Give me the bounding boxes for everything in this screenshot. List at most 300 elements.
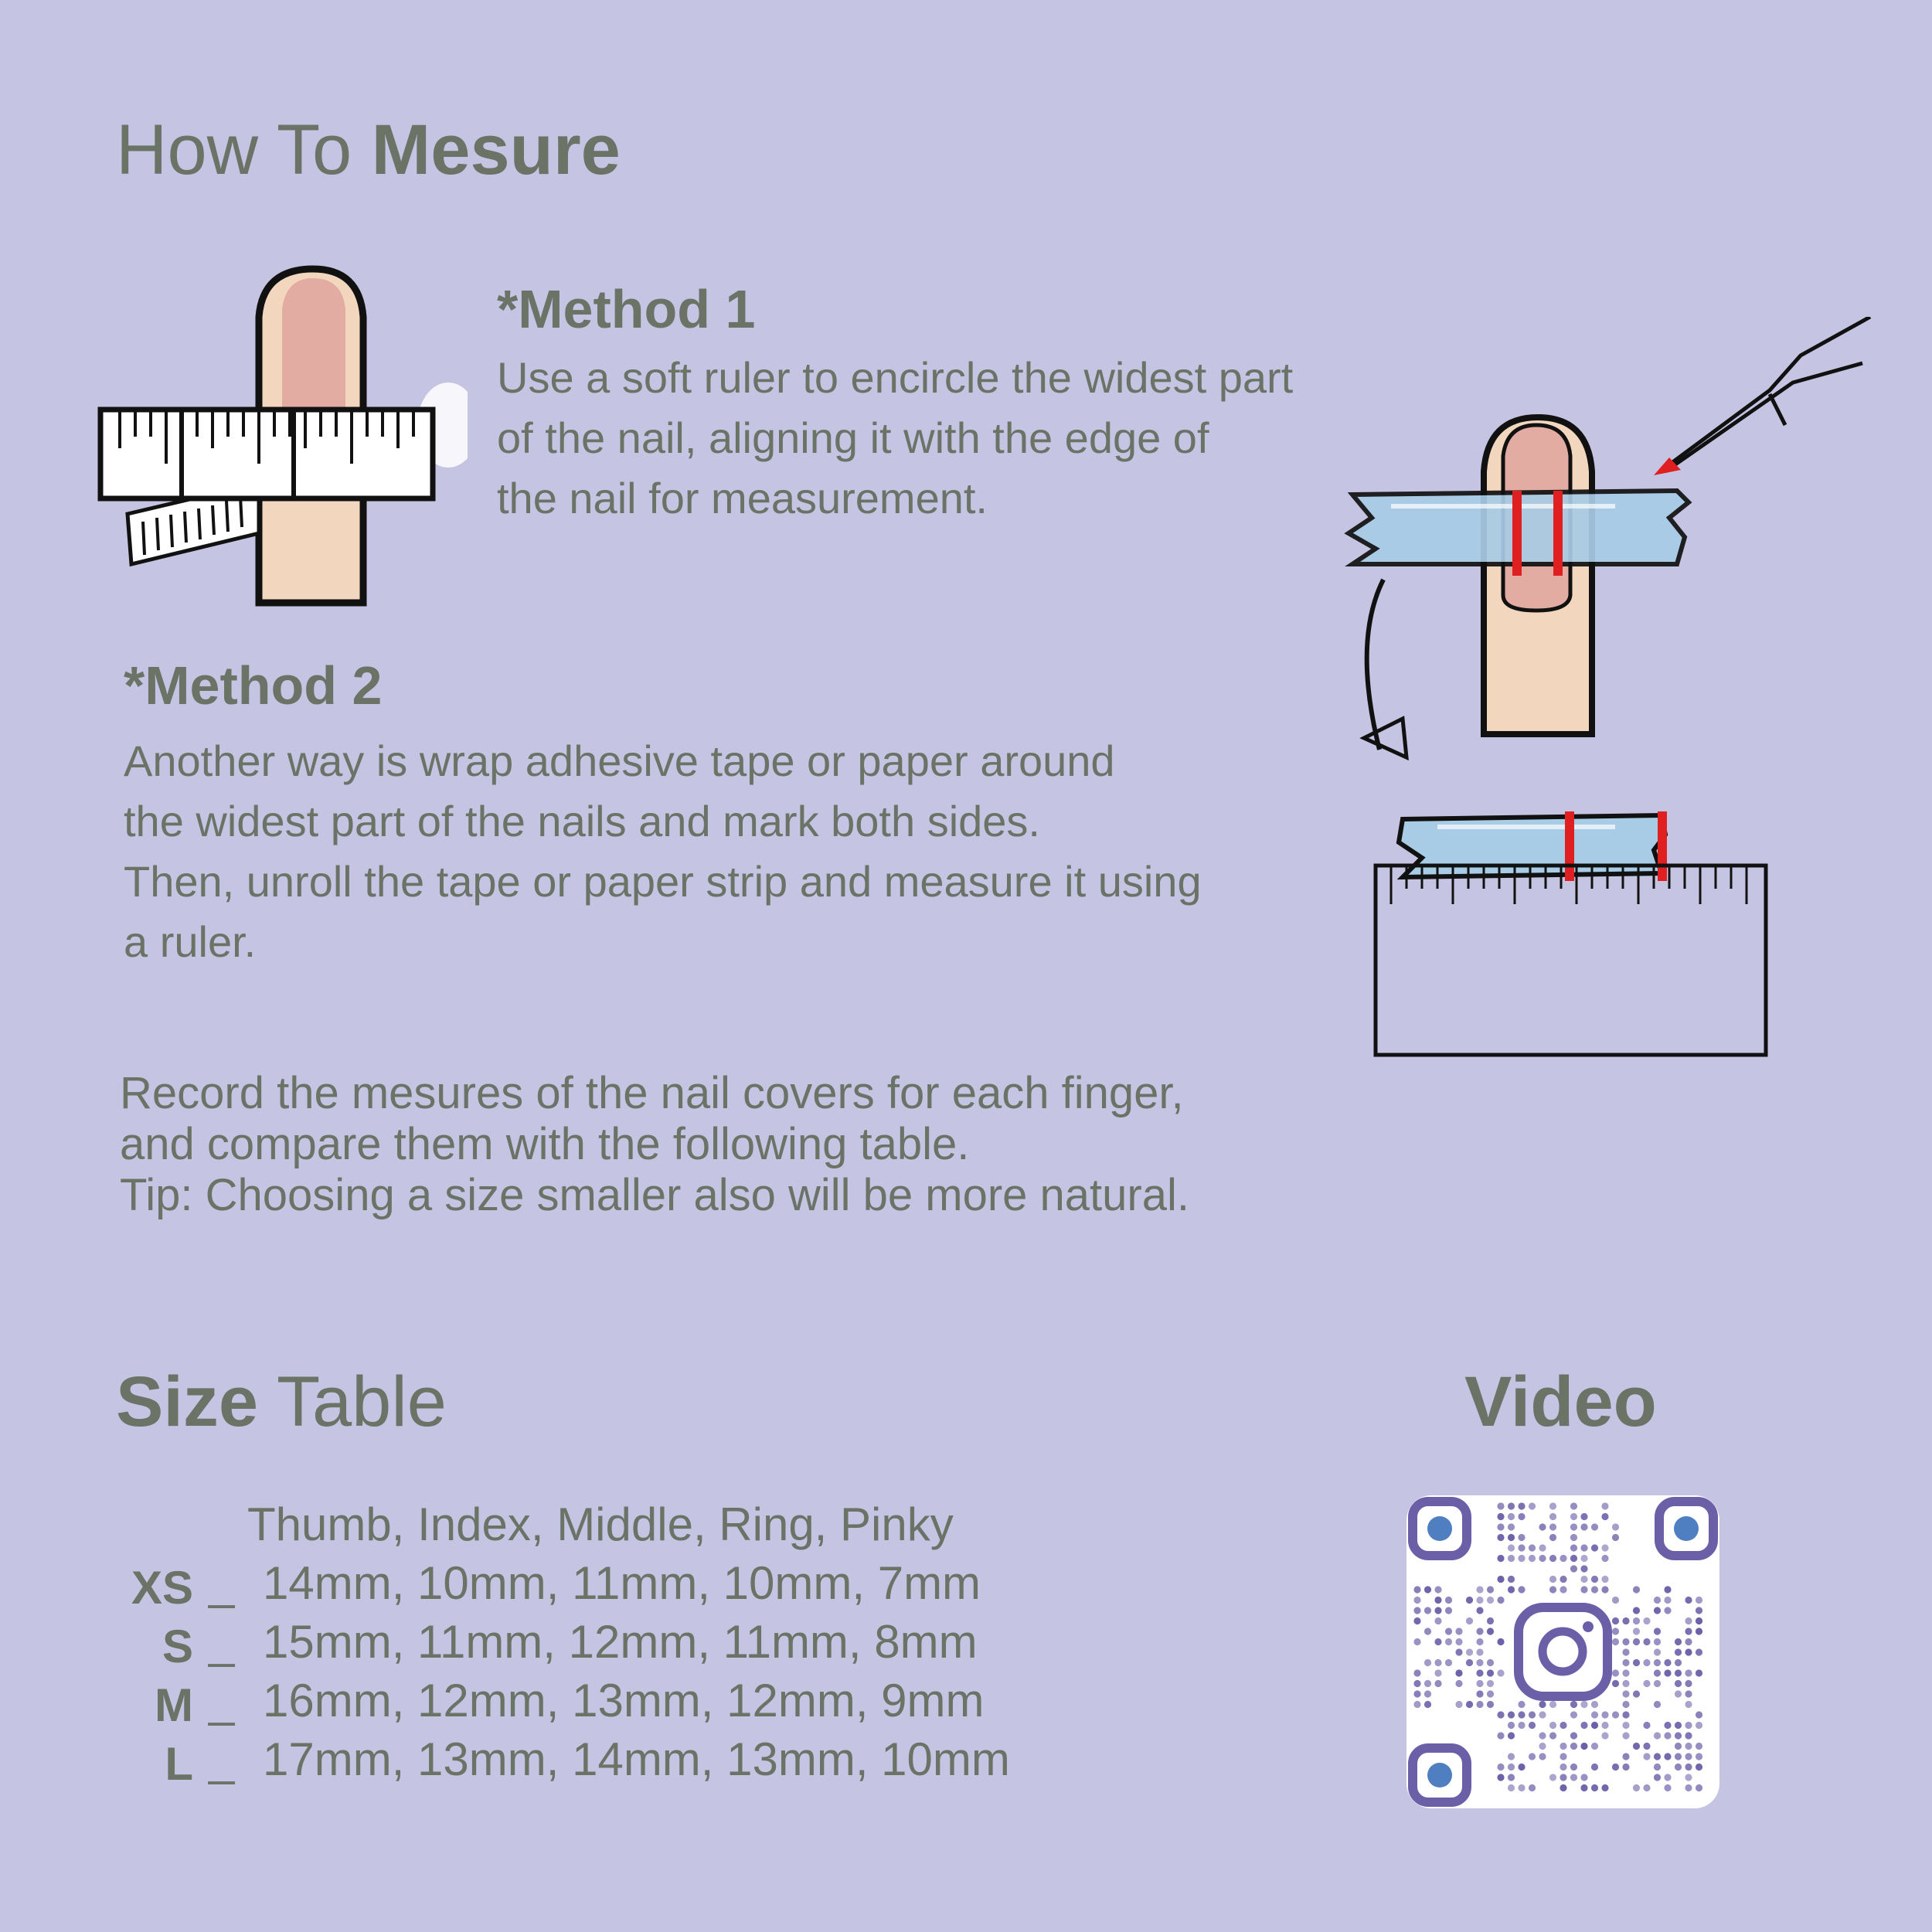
qr-dot xyxy=(1654,1764,1661,1770)
qr-dot xyxy=(1601,1544,1608,1551)
qr-dot xyxy=(1434,1586,1441,1593)
qr-dot xyxy=(1580,1774,1587,1781)
qr-dot xyxy=(1633,1690,1640,1697)
qr-dot xyxy=(1591,1544,1598,1551)
qr-dot xyxy=(1580,1784,1587,1791)
qr-dot xyxy=(1643,1743,1650,1750)
qr-dot xyxy=(1445,1659,1452,1666)
qr-dot xyxy=(1696,1617,1702,1624)
qr-dot xyxy=(1685,1669,1692,1676)
qr-dot xyxy=(1539,1701,1546,1708)
qr-dot xyxy=(1497,1732,1504,1739)
qr-dot xyxy=(1549,1586,1556,1593)
qr-dot xyxy=(1685,1638,1692,1645)
qr-dot xyxy=(1570,1523,1577,1530)
qr-dot xyxy=(1696,1597,1702,1604)
qr-dot xyxy=(1654,1732,1661,1739)
size-label: M xyxy=(155,1679,193,1731)
qr-dot xyxy=(1664,1732,1671,1739)
qr-dot xyxy=(1696,1607,1702,1614)
qr-dot xyxy=(1622,1764,1629,1770)
qr-dot xyxy=(1675,1732,1682,1739)
qr-dot xyxy=(1508,1711,1515,1718)
qr-dot xyxy=(1601,1513,1608,1520)
qr-dot xyxy=(1675,1764,1682,1770)
qr-dot xyxy=(1424,1586,1431,1593)
qr-dot xyxy=(1622,1732,1629,1739)
qr-dot xyxy=(1539,1732,1546,1739)
method1-line: of the nail, aligning it with the edge of xyxy=(497,413,1209,462)
qr-dot xyxy=(1539,1544,1546,1551)
qr-dot xyxy=(1601,1576,1608,1583)
qr-dot xyxy=(1434,1607,1441,1614)
qr-dot xyxy=(1580,1701,1587,1708)
qr-dot xyxy=(1675,1669,1682,1676)
qr-dot xyxy=(1622,1690,1629,1697)
qr-dot xyxy=(1497,1597,1504,1604)
qr-dot xyxy=(1476,1659,1483,1666)
qr-dot xyxy=(1591,1722,1598,1729)
qr-dot xyxy=(1508,1544,1515,1551)
qr-dot xyxy=(1570,1701,1577,1708)
qr-dot xyxy=(1601,1784,1608,1791)
qr-dot xyxy=(1539,1523,1546,1530)
qr-dot xyxy=(1424,1690,1431,1697)
qr-dot xyxy=(1643,1617,1650,1624)
qr-dot xyxy=(1633,1607,1640,1614)
qr-dot xyxy=(1612,1597,1619,1604)
qr-dot xyxy=(1654,1774,1661,1781)
qr-dot xyxy=(1434,1638,1441,1645)
qr-dot xyxy=(1622,1701,1629,1708)
method1-line: Use a soft ruler to encircle the widest part xyxy=(497,353,1294,402)
qr-dot xyxy=(1497,1576,1504,1583)
qr-dot xyxy=(1675,1753,1682,1760)
qr-dot xyxy=(1424,1701,1431,1708)
qr-dot xyxy=(1570,1555,1577,1562)
qr-dot xyxy=(1570,1711,1577,1718)
qr-dot xyxy=(1675,1648,1682,1655)
qr-dot xyxy=(1664,1597,1671,1604)
qr-dot xyxy=(1696,1669,1702,1676)
qr-dot xyxy=(1622,1722,1629,1729)
qr-dot xyxy=(1497,1638,1504,1645)
qr-dot xyxy=(1580,1523,1587,1530)
page-title: How To Mesure xyxy=(116,111,621,189)
qr-dot xyxy=(1622,1680,1629,1687)
video-title: Video xyxy=(1464,1362,1657,1441)
qr-dot xyxy=(1622,1648,1629,1655)
qr-dot xyxy=(1455,1648,1462,1655)
qr-dot xyxy=(1508,1722,1515,1729)
qr-dot xyxy=(1487,1628,1494,1634)
qr-dot xyxy=(1601,1722,1608,1729)
qr-dot xyxy=(1434,1617,1441,1624)
qr-dot xyxy=(1570,1774,1577,1781)
qr-dot xyxy=(1685,1764,1692,1770)
size-label: L xyxy=(165,1738,193,1790)
qr-dot xyxy=(1413,1669,1420,1676)
qr-dot xyxy=(1664,1659,1671,1666)
qr-dot xyxy=(1643,1784,1650,1791)
qr-pattern xyxy=(1406,1495,1719,1808)
method2-line: Another way is wrap adhesive tape or paper around xyxy=(124,736,1115,785)
qr-dot xyxy=(1508,1753,1515,1760)
qr-dot xyxy=(1612,1534,1619,1541)
qr-dot xyxy=(1675,1680,1682,1687)
qr-dot xyxy=(1497,1669,1504,1676)
qr-dot xyxy=(1612,1638,1619,1645)
qr-dot xyxy=(1497,1774,1504,1781)
qr-dot xyxy=(1580,1544,1587,1551)
qr-dot xyxy=(1643,1638,1650,1645)
qr-dot xyxy=(1685,1701,1692,1708)
qr-dot xyxy=(1664,1586,1671,1593)
qr-dot xyxy=(1685,1617,1692,1624)
size-label: XS xyxy=(131,1562,193,1614)
qr-dot xyxy=(1696,1722,1702,1729)
qr-dot xyxy=(1413,1701,1420,1708)
qr-dot xyxy=(1696,1784,1702,1791)
qr-dot xyxy=(1487,1617,1494,1624)
qr-dot xyxy=(1508,1774,1515,1781)
qr-dot xyxy=(1696,1764,1702,1770)
qr-dot xyxy=(1497,1502,1504,1509)
qr-dot xyxy=(1487,1680,1494,1687)
qr-dot xyxy=(1455,1669,1462,1676)
size-values: 14mm, 10mm, 11mm, 10mm, 7mm xyxy=(263,1557,981,1609)
qr-dot xyxy=(1445,1597,1452,1604)
qr-dot xyxy=(1685,1732,1692,1739)
qr-dot xyxy=(1476,1628,1483,1634)
qr-dot xyxy=(1675,1659,1682,1666)
qr-dot xyxy=(1570,1502,1577,1509)
qr-dot xyxy=(1487,1597,1494,1604)
qr-dot xyxy=(1518,1701,1525,1708)
qr-dot xyxy=(1696,1648,1702,1655)
size-table: Thumb, Index, Middle, Ring, Pinky XS _ 14mm, 10mm, 11mm, 10mm, 7mm S _ 15mm, 11mm, 12mm, 11mm, 8mm M _ 16mm, 12mm, 13mm, 12mm, 9mm L _ 17mm, 13mm, 14mm, 13mm, 10mm xyxy=(124,1495,1090,1804)
qr-dot xyxy=(1580,1565,1587,1572)
qr-dot xyxy=(1664,1774,1671,1781)
qr-dot xyxy=(1654,1638,1661,1645)
qr-dot xyxy=(1560,1764,1566,1770)
qr-dot xyxy=(1549,1732,1556,1739)
qr-dot xyxy=(1508,1576,1515,1583)
qr-dot xyxy=(1685,1743,1692,1750)
qr-dot xyxy=(1643,1680,1650,1687)
qr-dot xyxy=(1487,1586,1494,1593)
qr-dot xyxy=(1622,1669,1629,1676)
qr-dot xyxy=(1560,1555,1566,1562)
qr-dot xyxy=(1434,1659,1441,1666)
qr-dot xyxy=(1529,1784,1536,1791)
size-values: 16mm, 12mm, 13mm, 12mm, 9mm xyxy=(263,1675,985,1726)
qr-dot xyxy=(1654,1628,1661,1634)
qr-dot xyxy=(1612,1617,1619,1624)
qr-dot xyxy=(1622,1711,1629,1718)
qr-dot xyxy=(1654,1753,1661,1760)
pen-icon xyxy=(1654,317,1870,475)
qr-dot xyxy=(1633,1659,1640,1666)
qr-dot xyxy=(1529,1711,1536,1718)
qr-dot xyxy=(1570,1544,1577,1551)
qr-dot xyxy=(1560,1784,1566,1791)
qr-dot xyxy=(1434,1597,1441,1604)
qr-dot xyxy=(1497,1764,1504,1770)
qr-dot xyxy=(1560,1743,1566,1750)
qr-dot xyxy=(1696,1753,1702,1760)
qr-dot xyxy=(1518,1764,1525,1770)
qr-dot xyxy=(1591,1701,1598,1708)
qr-dot xyxy=(1580,1576,1587,1583)
qr-dot xyxy=(1487,1659,1494,1666)
qr-dot xyxy=(1413,1597,1420,1604)
qr-dot xyxy=(1445,1628,1452,1634)
qr-dot xyxy=(1643,1722,1650,1729)
qr-dot xyxy=(1622,1638,1629,1645)
qr-dot xyxy=(1612,1680,1619,1687)
qr-dot xyxy=(1580,1513,1587,1520)
qr-dot xyxy=(1601,1732,1608,1739)
qr-dot xyxy=(1549,1576,1556,1583)
qr-dot xyxy=(1675,1722,1682,1729)
qr-dot xyxy=(1654,1607,1661,1614)
qr-dot xyxy=(1455,1701,1462,1708)
qr-dot xyxy=(1643,1753,1650,1760)
note-line: Record the mesures of the nail covers for each finger, xyxy=(120,1068,1184,1118)
method2-heading: *Method 2 xyxy=(124,655,383,716)
qr-dot xyxy=(1696,1743,1702,1750)
qr-dot xyxy=(1549,1774,1556,1781)
qr-dot xyxy=(1455,1638,1462,1645)
qr-dot xyxy=(1549,1701,1556,1708)
qr-dot xyxy=(1518,1711,1525,1718)
qr-dot xyxy=(1466,1648,1473,1655)
qr-finder-dot xyxy=(1427,1516,1452,1541)
method2-line: Then, unroll the tape or paper strip and measure it using xyxy=(124,857,1202,906)
qr-dot xyxy=(1497,1513,1504,1520)
qr-dot xyxy=(1455,1680,1462,1687)
qr-dot xyxy=(1413,1617,1420,1624)
qr-dot xyxy=(1560,1753,1566,1760)
qr-dot xyxy=(1612,1669,1619,1676)
qr-dot xyxy=(1508,1513,1515,1520)
qr-dot xyxy=(1612,1523,1619,1530)
qr-dot xyxy=(1685,1774,1692,1781)
qr-dot xyxy=(1591,1764,1598,1770)
qr-dot xyxy=(1476,1701,1483,1708)
qr-dot xyxy=(1466,1701,1473,1708)
qr-dot xyxy=(1696,1711,1702,1718)
qr-dot xyxy=(1476,1648,1483,1655)
qr-dot xyxy=(1685,1690,1692,1697)
qr-dot xyxy=(1529,1722,1536,1729)
qr-dot xyxy=(1539,1753,1546,1760)
qr-dot xyxy=(1664,1722,1671,1729)
qr-dot xyxy=(1549,1502,1556,1509)
qr-dot xyxy=(1601,1586,1608,1593)
qr-dot xyxy=(1518,1555,1525,1562)
qr-dot xyxy=(1664,1784,1671,1791)
qr-dot xyxy=(1685,1753,1692,1760)
qr-dot xyxy=(1580,1555,1587,1562)
qr-dot xyxy=(1622,1753,1629,1760)
qr-dot xyxy=(1413,1607,1420,1614)
qr-dot xyxy=(1549,1555,1556,1562)
qr-dot xyxy=(1529,1502,1536,1509)
qr-dot xyxy=(1633,1617,1640,1624)
qr-dot xyxy=(1424,1628,1431,1634)
qr-dot xyxy=(1466,1597,1473,1604)
method1-description xyxy=(497,348,1293,529)
qr-dot xyxy=(1633,1638,1640,1645)
qr-dot xyxy=(1570,1743,1577,1750)
qr-dot xyxy=(1424,1680,1431,1687)
qr-dot xyxy=(1549,1534,1556,1541)
qr-dot xyxy=(1476,1586,1483,1593)
qr-dot xyxy=(1696,1628,1702,1634)
qr-dot xyxy=(1654,1648,1661,1655)
qr-dot xyxy=(1508,1523,1515,1530)
qr-dot xyxy=(1685,1648,1692,1655)
qr-dot xyxy=(1434,1680,1441,1687)
qr-dot xyxy=(1455,1628,1462,1634)
qr-dot xyxy=(1560,1722,1566,1729)
qr-dot xyxy=(1560,1586,1566,1593)
qr-dot xyxy=(1549,1523,1556,1530)
qr-dot xyxy=(1476,1597,1483,1604)
qr-dot xyxy=(1466,1617,1473,1624)
qr-dot xyxy=(1549,1513,1556,1520)
qr-dot xyxy=(1487,1701,1494,1708)
qr-dot xyxy=(1529,1753,1536,1760)
qr-dot xyxy=(1518,1502,1525,1509)
finger-soft-ruler-illustration xyxy=(97,263,468,611)
qr-dot xyxy=(1633,1784,1640,1791)
qr-dot xyxy=(1497,1555,1504,1562)
qr-dot xyxy=(1413,1690,1420,1697)
qr-dot xyxy=(1591,1576,1598,1583)
qr-dot xyxy=(1643,1659,1650,1666)
qr-dot xyxy=(1476,1638,1483,1645)
qr-dot xyxy=(1560,1774,1566,1781)
qr-dot xyxy=(1424,1607,1431,1614)
qr-dot xyxy=(1664,1607,1671,1614)
qr-dot xyxy=(1591,1743,1598,1750)
qr-finder-dot xyxy=(1674,1516,1699,1541)
qr-dot xyxy=(1508,1784,1515,1791)
qr-dot xyxy=(1675,1690,1682,1697)
qr-dot xyxy=(1570,1565,1577,1572)
qr-dot xyxy=(1591,1784,1598,1791)
qr-dot xyxy=(1413,1586,1420,1593)
qr-dot xyxy=(1591,1523,1598,1530)
video-qr-code[interactable] xyxy=(1406,1495,1719,1808)
size-table-title: Size Table xyxy=(116,1362,447,1441)
qr-dot xyxy=(1497,1711,1504,1718)
qr-dot xyxy=(1622,1617,1629,1624)
qr-dot xyxy=(1518,1513,1525,1520)
qr-dot xyxy=(1685,1722,1692,1729)
qr-dot xyxy=(1654,1597,1661,1604)
qr-dot xyxy=(1476,1669,1483,1676)
qr-dot xyxy=(1445,1638,1452,1645)
qr-dot xyxy=(1424,1659,1431,1666)
qr-dot xyxy=(1487,1669,1494,1676)
method2-line: a ruler. xyxy=(124,917,257,966)
qr-finder-dot xyxy=(1427,1763,1452,1787)
qr-dot xyxy=(1529,1555,1536,1562)
qr-dot xyxy=(1633,1743,1640,1750)
qr-dot xyxy=(1434,1669,1441,1676)
finger-tape-illustration xyxy=(1337,317,1878,1074)
qr-dot xyxy=(1518,1544,1525,1551)
method2-description xyxy=(124,731,1202,972)
qr-dot xyxy=(1612,1628,1619,1634)
qr-dot xyxy=(1413,1638,1420,1645)
qr-dot xyxy=(1560,1576,1566,1583)
size-label: S xyxy=(162,1621,193,1672)
qr-dot xyxy=(1508,1764,1515,1770)
qr-dot xyxy=(1487,1690,1494,1697)
qr-dot xyxy=(1685,1597,1692,1604)
qr-dot xyxy=(1570,1764,1577,1770)
qr-dot xyxy=(1580,1743,1587,1750)
qr-dot xyxy=(1529,1544,1536,1551)
qr-dot xyxy=(1664,1753,1671,1760)
note-line: Tip: Choosing a size smaller also will be more natural. xyxy=(120,1170,1189,1220)
qr-dot xyxy=(1685,1628,1692,1634)
qr-dot xyxy=(1675,1743,1682,1750)
qr-dot xyxy=(1508,1502,1515,1509)
qr-dot xyxy=(1549,1722,1556,1729)
qr-dot xyxy=(1580,1586,1587,1593)
method2-line: the widest part of the nails and mark both sides. xyxy=(124,797,1040,845)
qr-dot xyxy=(1508,1534,1515,1541)
qr-dot xyxy=(1518,1534,1525,1541)
qr-dot xyxy=(1539,1743,1546,1750)
qr-dot xyxy=(1654,1659,1661,1666)
qr-dot xyxy=(1633,1586,1640,1593)
qr-dot xyxy=(1601,1502,1608,1509)
qr-dot xyxy=(1612,1764,1619,1770)
qr-dot xyxy=(1654,1669,1661,1676)
qr-dot xyxy=(1675,1638,1682,1645)
qr-dot xyxy=(1518,1586,1525,1593)
measurement-note xyxy=(120,1068,1189,1221)
qr-dot xyxy=(1601,1555,1608,1562)
qr-dot xyxy=(1445,1607,1452,1614)
qr-dot xyxy=(1685,1680,1692,1687)
qr-dot xyxy=(1601,1711,1608,1718)
qr-dot xyxy=(1570,1534,1577,1541)
note-line: and compare them with the following table. xyxy=(120,1119,970,1169)
qr-dot xyxy=(1633,1628,1640,1634)
qr-dot xyxy=(1580,1722,1587,1729)
qr-dot xyxy=(1591,1586,1598,1593)
qr-dot xyxy=(1539,1555,1546,1562)
qr-dot xyxy=(1476,1690,1483,1697)
instagram-icon xyxy=(1519,1607,1607,1696)
qr-dot xyxy=(1654,1680,1661,1687)
size-values: 17mm, 13mm, 14mm, 13mm, 10mm xyxy=(263,1733,1010,1785)
qr-dot xyxy=(1664,1669,1671,1676)
qr-dot xyxy=(1622,1659,1629,1666)
qr-dot xyxy=(1413,1680,1420,1687)
qr-dot xyxy=(1539,1711,1546,1718)
qr-dot xyxy=(1508,1732,1515,1739)
method1-line: the nail for measurement. xyxy=(497,474,988,522)
